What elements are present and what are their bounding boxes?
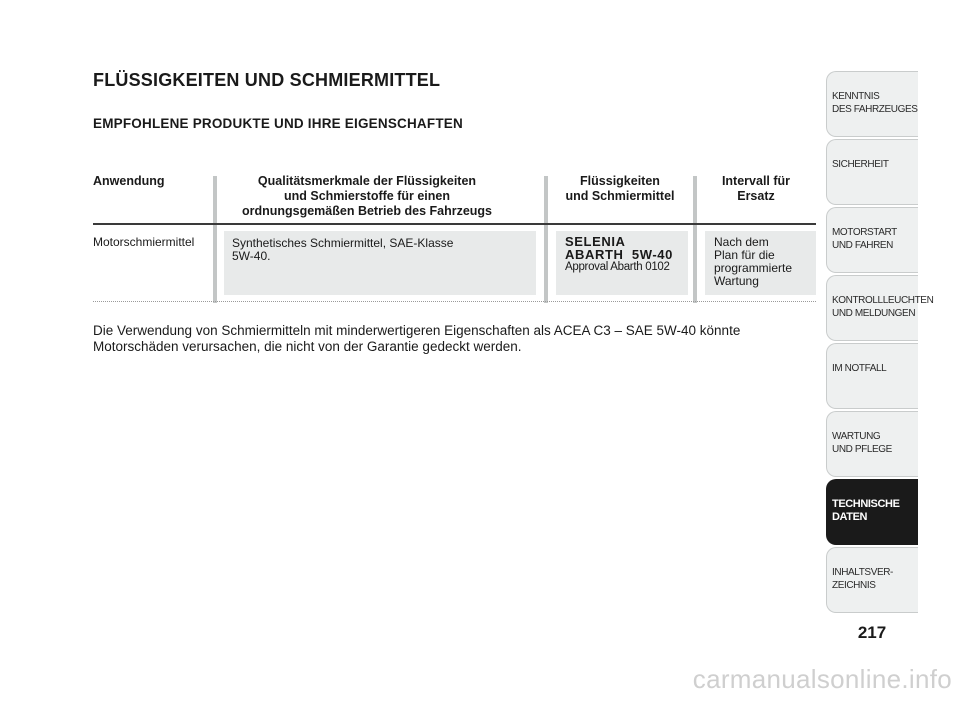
approval-text: Approval Abarth 0102 (565, 261, 670, 273)
cell-intervall: Nach dem Plan für die programmierte Wartung (714, 235, 793, 288)
cell-product: SELENIA ABARTH 5W-40 Approval Abarth 0102 (565, 234, 673, 273)
warning-note: Die Verwendung von Schmiermitteln mit minderwertigeren Eigenschaften als ACEA C3 – SAE 5W-40 könnte Motorschäden verursachen, die nicht von der Garantie gedeckt werden. (93, 323, 741, 354)
header-fluessigkeiten: Flüssigkeiten und Schmiermittel (565, 174, 675, 203)
header-intervall: Intervall für Ersatz (721, 174, 791, 203)
watermark: carmanualsonline.info (692, 664, 952, 694)
table-bottom-rule (93, 301, 816, 302)
tab-kenntnis[interactable]: KENNTNIS DES FAHRZEUGES (826, 71, 918, 137)
tab-technische-daten[interactable]: TECHNISCHE DATEN (826, 479, 918, 545)
header-rule (93, 223, 816, 225)
tab-notfall[interactable]: IM NOTFALL (826, 343, 918, 409)
tab-inhaltsverzeichnis[interactable]: INHALTSVER- ZEICHNIS (826, 547, 918, 613)
header-qualitaet: Qualitätsmerkmale der Flüssigkeiten und Schmierstoffe für einen ordnungsgemäßen Betrieb des Fahrzeugs (241, 174, 493, 218)
header-anwendung: Anwendung (93, 174, 165, 188)
column-divider (213, 176, 217, 303)
tab-motorstart[interactable]: MOTORSTART UND FAHREN (826, 207, 918, 273)
column-divider (544, 176, 548, 303)
page-number: 217 (857, 623, 887, 642)
tab-sicherheit[interactable]: SICHERHEIT (826, 139, 918, 205)
cell-qualitaet: Synthetisches Schmiermittel, SAE-Klasse 5W-40. (232, 236, 454, 263)
chapter-tabs (826, 71, 934, 615)
column-divider (693, 176, 697, 303)
cell-anwendung: Motorschmiermittel (93, 235, 195, 249)
tab-kontrollleuchten[interactable]: KONTROLLLEUCHTEN UND MELDUNGEN (826, 275, 918, 341)
page-title: FLÜSSIGKEITEN UND SCHMIERMITTEL (93, 70, 441, 90)
section-subtitle: EMPFOHLENE PRODUKTE UND IHRE EIGENSCHAFTEN (93, 116, 463, 131)
tab-wartung[interactable]: WARTUNG UND PFLEGE (826, 411, 918, 477)
